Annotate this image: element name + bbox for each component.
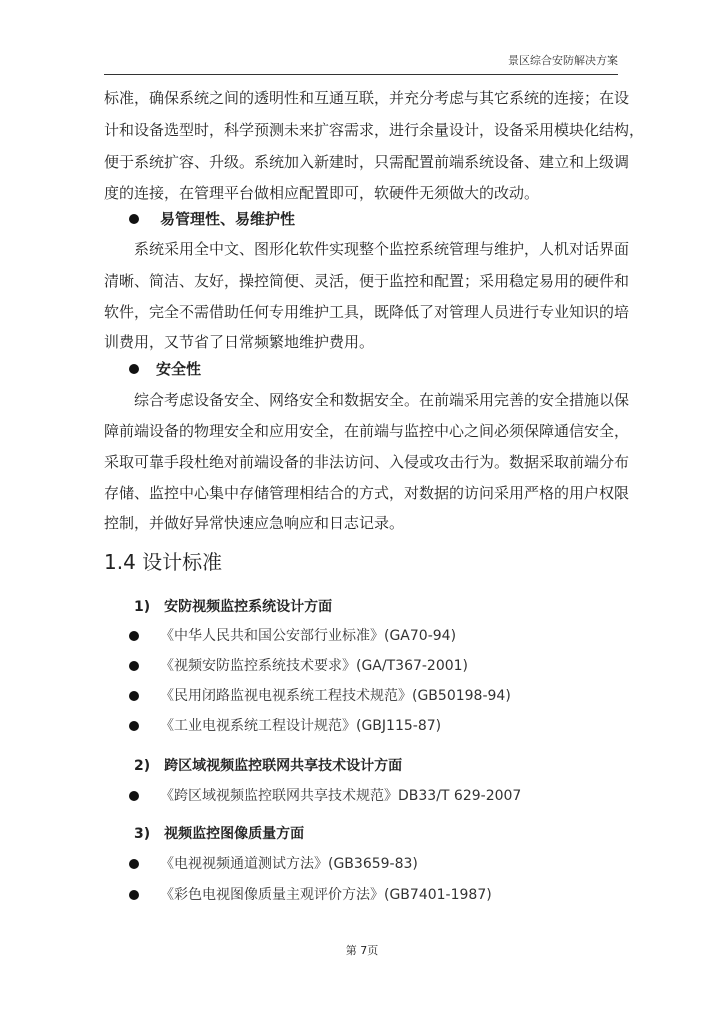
- paragraph-line: 控制，并做好异常快速应急响应和日志记录。: [104, 514, 405, 532]
- bullet-heading: 易管理性、易维护性: [160, 210, 296, 228]
- reference-item: 《民用闭路监视电视系统工程技术规范》(GB50198-94): [160, 688, 511, 704]
- bullet-icon: [129, 214, 139, 224]
- section-title: 设计标准: [142, 550, 223, 574]
- paragraph-line: 计和设备选型时，科学预测未来扩容需求，进行余量设计，设备采用模块化结构，: [104, 121, 645, 139]
- bullet-icon: [129, 661, 139, 671]
- reference-item: 《工业电视系统工程设计规范》(GBJ115-87): [160, 718, 442, 734]
- bullet-icon: [129, 890, 139, 900]
- bullet-icon: [129, 691, 139, 701]
- paragraph-line: 软件，完全不需借助任何专用维护工具，既降低了对管理人员进行专业知识的培: [104, 303, 630, 321]
- paragraph-line: 采取可靠手段杜绝对前端设备的非法访问、入侵或攻击行为。数据采取前端分布: [104, 453, 630, 471]
- paragraph-line: 度的连接，在管理平台做相应配置即可，软硬件无须做大的改动。: [104, 184, 540, 202]
- subsection-number: 2): [134, 758, 151, 774]
- reference-item: 《中华人民共和国公安部行业标准》(GA70-94): [160, 628, 457, 644]
- reference-item: 《视频安防监控系统技术要求》(GA/T367-2001): [160, 658, 469, 674]
- section-heading: [104, 550, 222, 574]
- paragraph-line: 训费用，又节省了日常频繁地维护费用。: [104, 333, 375, 351]
- reference-item: 《电视视频通道测试方法》(GB3659-83): [160, 856, 418, 872]
- header-rule: [104, 74, 618, 75]
- paragraph-line: 综合考虑设备安全、网络安全和数据安全。在前端采用完善的安全措施以保: [134, 391, 630, 409]
- subsection-number: 1): [134, 599, 151, 615]
- bullet-icon: [129, 859, 139, 869]
- subsection-heading: [134, 756, 402, 776]
- bullet-icon: [129, 631, 139, 641]
- paragraph-line: 清晰、简洁、友好，操控简便、灵活，便于监控和配置；采用稳定易用的硬件和: [104, 272, 630, 290]
- bullet-icon: [129, 364, 139, 374]
- bullet-icon: [129, 721, 139, 731]
- paragraph-line: 障前端设备的物理安全和应用安全，在前端与监控中心之间必须保障通信安全，: [104, 422, 630, 440]
- paragraph-line: 系统采用全中文、图形化软件实现整个监控系统管理与维护，人机对话界面: [134, 240, 630, 258]
- paragraph-line: 标准，确保系统之间的透明性和互通互联，并充分考虑与其它系统的连接；在设: [104, 89, 630, 107]
- reference-item: 《跨区域视频监控联网共享技术规范》DB33/T 629-2007: [160, 788, 522, 804]
- section-number: 1.4: [104, 550, 136, 574]
- bullet-icon: [129, 791, 139, 801]
- reference-item: 《彩色电视图像质量主观评价方法》(GB7401-1987): [160, 887, 492, 903]
- subsection-number: 3): [134, 826, 151, 842]
- bullet-heading: 安全性: [156, 360, 202, 378]
- subsection-title: 视频监控图像质量方面: [164, 826, 305, 842]
- paragraph-line: 便于系统扩容、升级。系统加入新建时，只需配置前端系统设备、建立和上级调: [104, 153, 630, 171]
- subsection-heading: [134, 597, 332, 617]
- subsection-title: 安防视频监控系统设计方面: [164, 599, 333, 615]
- paragraph-line: 存储、监控中心集中存储管理相结合的方式，对数据的访问采用严格的用户权限: [104, 484, 630, 502]
- page-number: 第 7页: [345, 944, 379, 957]
- running-header: 景区综合安防解决方案: [508, 54, 618, 67]
- subsection-heading: [134, 824, 304, 844]
- subsection-title: 跨区域视频监控联网共享技术设计方面: [164, 758, 403, 774]
